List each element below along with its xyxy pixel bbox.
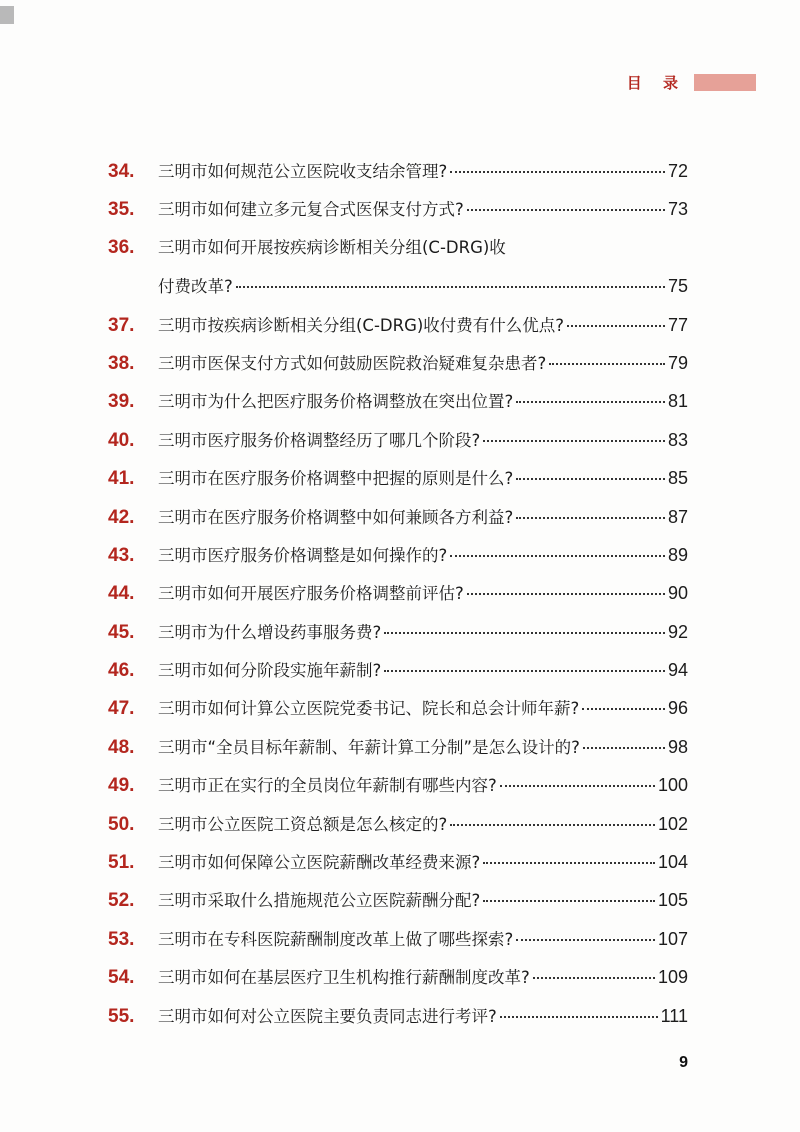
toc-entry-title: 三明市医保支付方式如何鼓励医院救治疑难复杂患者? xyxy=(158,353,547,373)
toc-entry-title: 三明市如何分阶段实施年薪制? xyxy=(158,661,382,681)
toc-entry-title: 三明市医疗服务价格调整经历了哪几个阶段? xyxy=(158,430,481,450)
toc-entry-page: 87 xyxy=(667,506,688,527)
toc-entry[interactable] xyxy=(108,190,688,228)
toc-entry-page: 102 xyxy=(657,813,688,834)
toc-entry[interactable] xyxy=(108,344,688,382)
toc-entry-page: 104 xyxy=(657,852,688,873)
toc-leader-dots xyxy=(384,670,665,672)
toc-entry[interactable] xyxy=(108,766,688,804)
toc-entry-page: 105 xyxy=(657,890,688,911)
toc-entry-page: 81 xyxy=(667,391,688,412)
toc-leader-dots xyxy=(516,939,655,941)
toc-entry[interactable] xyxy=(108,421,688,459)
toc-entry[interactable] xyxy=(108,152,688,190)
toc-entry-number: 41. xyxy=(108,468,135,490)
toc-entry[interactable] xyxy=(108,574,688,612)
toc-entry-page: 96 xyxy=(667,698,688,719)
toc-entry[interactable] xyxy=(108,920,688,958)
toc-entry-title: 三明市医疗服务价格调整是如何操作的? xyxy=(158,545,448,565)
toc-leader-dots xyxy=(500,1016,658,1018)
toc-entry-page: 73 xyxy=(667,199,688,220)
toc-entry-number: 44. xyxy=(108,583,135,605)
toc-entry-page: 109 xyxy=(657,967,688,988)
toc-entry-page: 107 xyxy=(657,928,688,949)
toc-entry-page: 100 xyxy=(657,775,688,796)
toc-entry-number: 50. xyxy=(108,813,135,835)
corner-mark xyxy=(0,6,14,24)
toc-entry-page: 77 xyxy=(667,314,688,335)
toc-leader-dots xyxy=(450,824,655,826)
toc-leader-dots xyxy=(483,440,665,442)
toc-entry-number: 39. xyxy=(108,391,135,413)
toc-entry-number: 38. xyxy=(108,352,135,374)
toc-entry-title: 三明市正在实行的全员岗位年薪制有哪些内容? xyxy=(158,776,497,796)
toc-leader-dots xyxy=(467,209,665,211)
toc-entry-page: 79 xyxy=(667,352,688,373)
toc-leader-dots xyxy=(582,708,665,710)
toc-entry-page: 72 xyxy=(667,161,688,181)
toc-entry[interactable] xyxy=(108,536,688,574)
toc-entry[interactable] xyxy=(108,229,688,306)
toc-entry[interactable] xyxy=(108,459,688,497)
toc-entry-number: 36. xyxy=(108,236,135,258)
toc-entry-page: 89 xyxy=(667,544,688,565)
toc-entry-title: 三明市为什么增设药事服务费? xyxy=(158,622,382,642)
toc-leader-dots xyxy=(450,555,665,557)
toc-entry[interactable] xyxy=(108,613,688,651)
toc-entry-number: 45. xyxy=(108,621,135,643)
toc-leader-dots xyxy=(467,593,665,595)
toc-leader-dots xyxy=(583,747,665,749)
toc-entry-page: 92 xyxy=(667,621,688,642)
toc-entry-page: 83 xyxy=(667,429,688,450)
toc-entry[interactable] xyxy=(108,997,688,1035)
toc-entry-title: 三明市为什么把医疗服务价格调整放在突出位置? xyxy=(158,392,514,412)
toc-entry-title: 三明市如何计算公立医院党委书记、院长和总会计师年薪? xyxy=(158,699,580,719)
toc-entry[interactable] xyxy=(108,958,688,996)
toc-entry-number: 47. xyxy=(108,698,135,720)
toc-entry-title: 三明市按疾病诊断相关分组(C-DRG)收付费有什么优点? xyxy=(158,315,565,335)
toc-leader-dots xyxy=(483,900,655,902)
toc-leader-dots xyxy=(236,286,665,288)
toc-entry-number: 51. xyxy=(108,852,135,874)
toc-entry[interactable] xyxy=(108,498,688,536)
toc-leader-dots xyxy=(384,632,665,634)
toc-entry-page: 111 xyxy=(660,1005,688,1026)
toc-entry-title: 三明市如何建立多元复合式医保支付方式? xyxy=(158,200,464,220)
toc-entry-number: 43. xyxy=(108,544,135,566)
toc-entry[interactable] xyxy=(108,651,688,689)
toc-entry-page: 90 xyxy=(667,583,688,604)
toc-entry-title: 三明市如何开展按疾病诊断相关分组(C-DRG)收 xyxy=(158,237,506,257)
toc-entry-number: 40. xyxy=(108,429,135,451)
toc-leader-dots xyxy=(450,171,665,173)
toc-entry[interactable] xyxy=(108,805,688,843)
toc-leader-dots xyxy=(516,478,665,480)
toc-entry-number: 54. xyxy=(108,967,135,989)
toc-entry-title: 三明市“全员目标年薪制、年薪计算工分制”是怎么设计的? xyxy=(158,737,580,757)
toc-entry[interactable] xyxy=(108,881,688,919)
toc-entry-title: 三明市在医疗服务价格调整中如何兼顾各方利益? xyxy=(158,507,514,527)
toc-entry-page: 75 xyxy=(667,276,688,297)
toc-entry-title: 三明市如何对公立医院主要负责同志进行考评? xyxy=(158,1006,497,1026)
toc-entry[interactable] xyxy=(108,843,688,881)
toc-entry-title: 三明市在医疗服务价格调整中把握的原则是什么? xyxy=(158,469,514,489)
page-number: 9 xyxy=(679,1054,688,1071)
toc-leader-dots xyxy=(483,862,655,864)
toc-entry-title-continued: 付费改革? xyxy=(158,277,233,297)
toc-entry-number: 53. xyxy=(108,928,135,950)
toc-entry-number: 48. xyxy=(108,736,135,758)
toc-entry-number: 49. xyxy=(108,775,135,797)
toc-entry-number: 46. xyxy=(108,660,135,682)
toc-leader-dots xyxy=(533,977,655,979)
toc-entry-title: 三明市如何规范公立医院收支结余管理? xyxy=(158,162,448,181)
toc-entry-title: 三明市如何在基层医疗卫生机构推行薪酬制度改革? xyxy=(158,968,530,988)
toc-entry-page: 98 xyxy=(667,736,688,757)
toc-entry-title: 三明市公立医院工资总额是怎么核定的? xyxy=(158,814,448,834)
page-header xyxy=(627,68,756,96)
toc-entry-title: 三明市采取什么措施规范公立医院薪酬分配? xyxy=(158,891,481,911)
toc-entry-number: 42. xyxy=(108,506,135,528)
toc-leader-dots xyxy=(500,785,655,787)
toc-entry-page: 94 xyxy=(667,660,688,681)
toc-entry-title: 三明市如何保障公立医院薪酬改革经费来源? xyxy=(158,853,481,873)
toc-leader-dots xyxy=(516,517,665,519)
toc-entry[interactable] xyxy=(108,728,688,766)
toc-entry[interactable] xyxy=(108,689,688,727)
toc-entry-number: 35. xyxy=(108,199,135,221)
toc-entry[interactable] xyxy=(108,306,688,344)
page-title: 目 录 xyxy=(626,73,686,92)
toc-entry-number: 37. xyxy=(108,314,135,336)
header-decorative-bar xyxy=(694,74,756,91)
toc-entry-number: 34. xyxy=(108,161,135,182)
toc-entry-number: 52. xyxy=(108,890,135,912)
toc-entry-title: 三明市如何开展医疗服务价格调整前评估? xyxy=(158,584,464,604)
toc-leader-dots xyxy=(567,325,665,327)
toc-entry-number: 55. xyxy=(108,1005,135,1027)
toc-leader-dots xyxy=(549,363,665,365)
toc-entry[interactable] xyxy=(108,382,688,420)
toc-leader-dots xyxy=(516,401,665,403)
table-of-contents xyxy=(108,152,688,1035)
toc-entry-page: 85 xyxy=(667,468,688,489)
toc-entry-title: 三明市在专科医院薪酬制度改革上做了哪些探索? xyxy=(158,929,514,949)
